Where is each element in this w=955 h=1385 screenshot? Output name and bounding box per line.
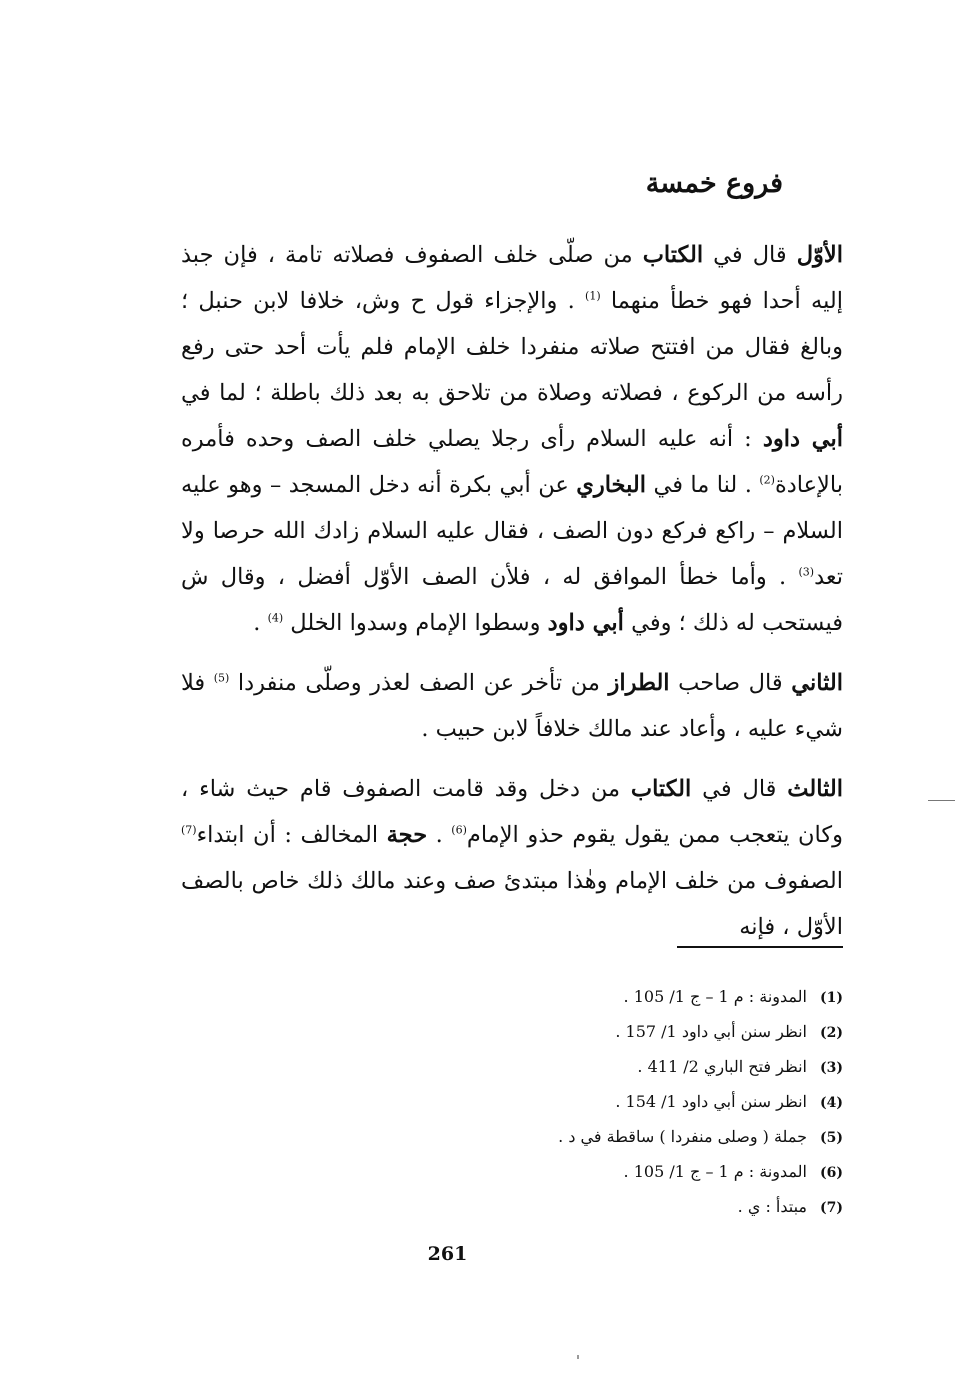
text-run: من تأخر عن الصف لعذر وصلّى منفردا — [229, 670, 609, 696]
footnote-text: المدونة : م 1 – ج 1/ 105 . — [623, 987, 807, 1006]
text-run: الصفوف من خلف الإمام وهٰذا مبتدئ صف وعند مالك ذلك خاص بالصف الأوّل ، فإنه — [181, 868, 843, 940]
text-run: من صلّى خلف الصفوف فصلاته تامة ، فإن جبذ إليه أحدا فهو خطأ منهما — [181, 242, 843, 314]
footnote-ref: (1) — [585, 289, 601, 303]
paragraph-third — [181, 766, 843, 950]
section-heading: فروع خمسة — [645, 168, 783, 199]
bold-term: الكتاب — [630, 776, 692, 802]
footnote-divider — [677, 946, 843, 948]
footnote-ref: (3) — [798, 565, 815, 579]
paragraph-lead: الأوّل — [796, 242, 843, 268]
paragraph-second — [181, 660, 843, 752]
footnote-number: (4) — [820, 1095, 843, 1111]
footnote-ref: (7) — [181, 823, 197, 837]
footnote-item — [423, 1050, 843, 1085]
body-text — [181, 232, 843, 964]
text-run: . والإجزاء قول ح وش، خلافا لابن حنبل ؛ وبالغ فقال من افتتح صلاته منفردا خلف الإمام فلم يأت أحد حتى رفع رأسه من الركوع ، فصلاته وصلاة من تلاحق به بعد ذلك باطلة ؛ لما في — [181, 288, 843, 406]
footnote-item — [423, 1120, 843, 1155]
scan-speck — [577, 1355, 579, 1359]
footnote-item — [423, 1155, 843, 1190]
footnote-ref: (5) — [213, 671, 230, 685]
footnotes-list — [423, 980, 843, 1225]
footnote-item — [423, 1085, 843, 1120]
bold-term: البخاري — [576, 472, 646, 498]
text-run: قال في — [691, 776, 788, 802]
footnote-number: (1) — [820, 990, 843, 1006]
text-run: . — [253, 610, 268, 636]
text-run: قال في — [703, 242, 797, 268]
paragraph-content — [181, 242, 843, 636]
footnote-number: (7) — [820, 1200, 843, 1216]
footnote-number: (2) — [820, 1025, 843, 1041]
page-number: 261 — [427, 1243, 468, 1265]
bold-term: الكتاب — [642, 242, 704, 268]
footnote-ref: (6) — [451, 823, 467, 837]
margin-mark — [928, 800, 955, 801]
paragraph-lead: الثاني — [791, 670, 843, 696]
footnote-text: المدونة : م 1 – ج 1/ 105 . — [623, 1162, 807, 1181]
bold-term: أبي داود — [547, 610, 624, 636]
footnote-item — [423, 980, 843, 1015]
footnote-text: انظر فتح الباري 2/ 411 . — [637, 1057, 807, 1076]
text-run: وسطوا الإمام وسدوا الخلل — [283, 610, 548, 636]
paragraph-content — [181, 776, 843, 940]
text-run: : أنه عليه السلام رأى رجلا يصلي خلف الصف وحده فأمره بالإعادة — [181, 426, 843, 498]
footnote-text: انظر سنن أبي داود 1/ 157 . — [615, 1022, 807, 1041]
footnote-ref: (2) — [759, 473, 775, 487]
footnote-number: (6) — [820, 1165, 843, 1181]
text-run: من دخل وقد قامت الصفوف قام حيث شاء ، وكان يتعجب ممن يقول يقوم حذو الإمام — [181, 776, 843, 848]
footnote-number: (3) — [820, 1060, 843, 1076]
text-run: . لنا ما في — [645, 472, 760, 498]
bold-term: الطراز — [608, 670, 670, 696]
bold-term: أبي داود — [762, 426, 843, 452]
footnote-item — [423, 1015, 843, 1050]
footnote-text: مبتدأ : ي . — [737, 1197, 807, 1216]
bold-term: حجة — [386, 822, 428, 848]
text-run: . — [427, 822, 452, 848]
footnote-text: انظر سنن أبي داود 1/ 154 . — [615, 1092, 807, 1111]
paragraph-content — [181, 670, 843, 742]
text-run: . وأما خطأ الموافق له ، فلأن الصف الأوّل أفضل ، وقال ش فيستحب له ذلك ؛ وفي — [181, 564, 843, 636]
text-run: قال صاحب — [669, 670, 792, 696]
footnote-number: (5) — [820, 1130, 843, 1146]
footnote-item — [423, 1190, 843, 1225]
paragraph-first — [181, 232, 843, 646]
text-run: عن أبي بكرة أنه دخل المسجد – وهو عليه السلام – راكع فركع دون الصف ، فقال عليه السلام زادك الله حرصا ولا تعد — [181, 472, 843, 590]
text-run: المخالف : أن ابتداء — [196, 822, 387, 848]
footnote-text: جملة ( وصلى منفردا ) ساقطة في د . — [558, 1127, 807, 1146]
footnote-ref: (4) — [267, 611, 284, 625]
text-run: فلا شيء عليه ، وأعاد عند مالك خلافاً لابن حبيب . — [181, 670, 843, 742]
paragraph-lead: الثالث — [787, 776, 843, 802]
